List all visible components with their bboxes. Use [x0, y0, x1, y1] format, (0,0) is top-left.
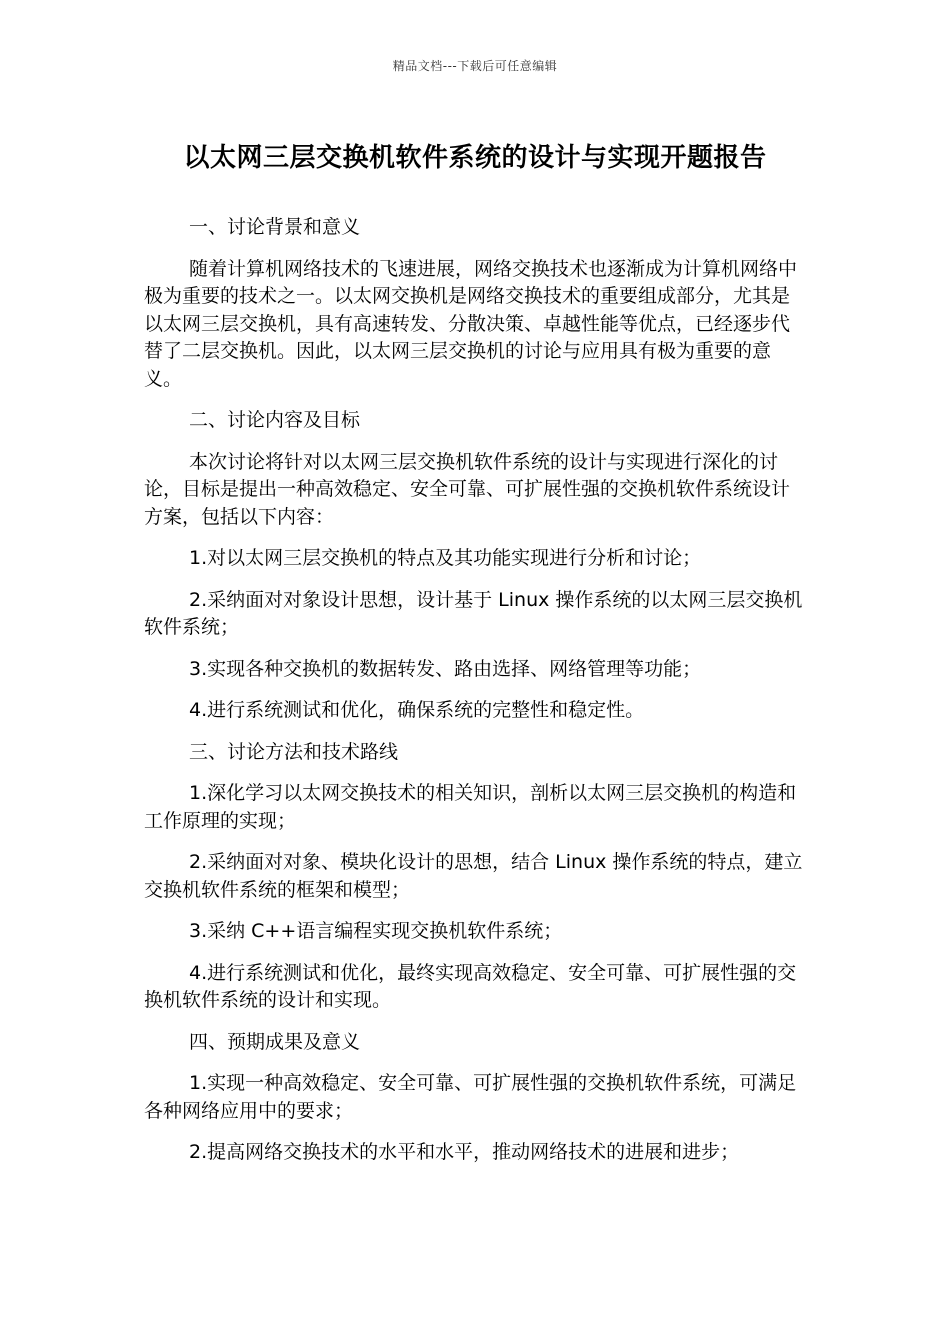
section-heading-content-goals: 二、讨论内容及目标	[189, 409, 361, 431]
list-item-content-1: 1.对以太网三层交换机的特点及其功能实现进行分析和讨论；	[189, 547, 702, 569]
section-heading-methods: 三、讨论方法和技术路线	[189, 740, 399, 763]
list-item-content-2: 2.采纳面对对象设计思想，设计基于 Linux 操作系统的以太网三层交换机软件系统；	[144, 588, 803, 638]
list-item-content-3: 3.实现各种交换机的数据转发、路由选择、网络管理等功能；	[189, 657, 702, 680]
list-item-outcomes-1: 1.实现一种高效稳定、安全可靠、可扩展性强的交换机软件系统，可满足各种网络应用中的要求；	[144, 1072, 797, 1122]
list-item-outcomes-2: 2.提高网络交换技术的水平和水平，推动网络技术的进展和进步；	[189, 1141, 740, 1163]
list-item-methods-3: 3.采纳 C++语言编程实现交换机软件系统；	[189, 920, 563, 942]
list-item-content-4: 4.进行系统测试和优化，确保系统的完整性和稳定性。	[189, 699, 645, 721]
paragraph-background: 随着计算机网络技术的飞速进展，网络交换技术也逐渐成为计算机网络中极为重要的技术之一。以太网交换机是网络交换技术的重要组成部分，尤其是以太网三层交换机，具有高速转发、分散决策、卓越性能等优点，已经逐步代替了二层交换机。因此，以太网三层交换机的讨论与应用具有极为重要的意义。	[144, 257, 798, 390]
document-body	[144, 214, 804, 1181]
section-heading-outcomes: 四、预期成果及意义	[189, 1030, 361, 1053]
document-title: 以太网三层交换机软件系统的设计与实现开题报告	[183, 143, 767, 173]
header-note: 精品文档---下载后可任意编辑	[392, 59, 558, 73]
list-item-methods-4: 4.进行系统测试和优化，最终实现高效稳定、安全可靠、可扩展性强的交换机软件系统的设计和实现。	[144, 961, 797, 1011]
paragraph-content-goals: 本次讨论将针对以太网三层交换机软件系统的设计与实现进行深化的讨论，目标是提出一种高效稳定、安全可靠、可扩展性强的交换机软件系统设计方案，包括以下内容：	[144, 450, 791, 528]
list-item-methods-1: 1.深化学习以太网交换技术的相关知识，剖析以太网三层交换机的构造和工作原理的实现；	[144, 782, 797, 832]
list-item-methods-2: 2.采纳面对对象、模块化设计的思想，结合 Linux 操作系统的特点，建立交换机软件系统的框架和模型；	[144, 851, 803, 901]
section-heading-background: 一、讨论背景和意义	[189, 216, 361, 238]
